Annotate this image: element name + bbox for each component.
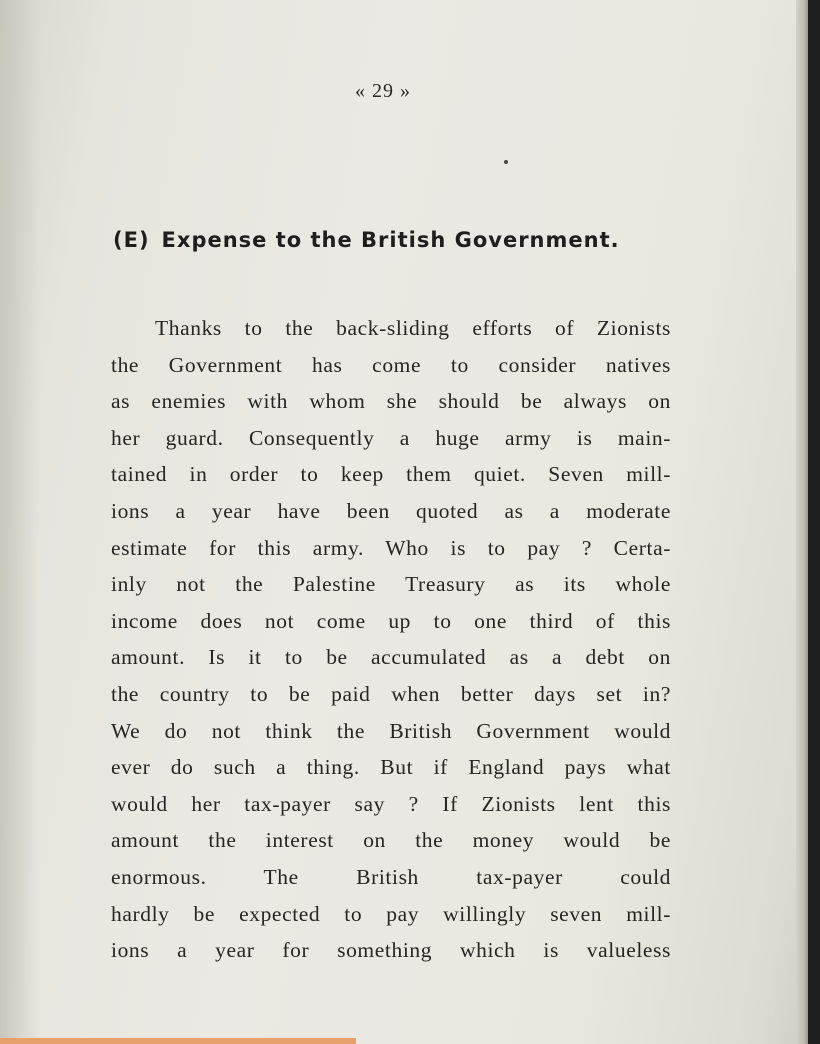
section-heading <box>113 228 620 252</box>
page-shadow <box>0 0 40 1044</box>
text-line: tained in order to keep them quiet. Seven mill- <box>111 462 671 487</box>
text-line: her guard. Consequently a huge army is main- <box>111 425 671 450</box>
section-marker: (E) <box>113 228 150 252</box>
page-edge <box>796 0 808 1044</box>
text-line: ions a year for something which is valueless <box>111 938 671 963</box>
text-line: amount the interest on the money would be <box>111 828 671 853</box>
text-line: income does not come up to one third of this <box>111 608 671 633</box>
text-line: hardly be expected to pay willingly seven mill- <box>111 901 671 926</box>
text-line: would her tax-payer say ? If Zionists lent this <box>111 791 671 816</box>
text-line: We do not think the British Government would <box>111 718 671 743</box>
text-line: the country to be paid when better days set in? <box>111 681 671 706</box>
page-number: « 29 » <box>355 80 411 102</box>
text-line: as enemies with whom she should be always on <box>111 389 671 414</box>
text-line: ions a year have been quoted as a moderate <box>111 498 671 523</box>
scan-edge-strip <box>0 1038 356 1044</box>
body-paragraph <box>111 310 671 969</box>
text-line: Thanks to the back-sliding efforts of Zionists <box>155 316 671 340</box>
section-title: Expense to the British Government. <box>161 228 620 252</box>
ink-speck <box>504 160 508 164</box>
text-line: ever do such a thing. But if England pays what <box>111 755 671 780</box>
text-line: inly not the Palestine Treasury as its whole <box>111 572 671 597</box>
text-line: amount. Is it to be accumulated as a debt on <box>111 645 671 670</box>
book-binding <box>808 0 820 1044</box>
text-line: the Government has come to consider natives <box>111 352 671 377</box>
text-line: enormous. The British tax-payer could <box>111 864 671 889</box>
text-line: estimate for this army. Who is to pay ? Certa- <box>111 535 671 560</box>
